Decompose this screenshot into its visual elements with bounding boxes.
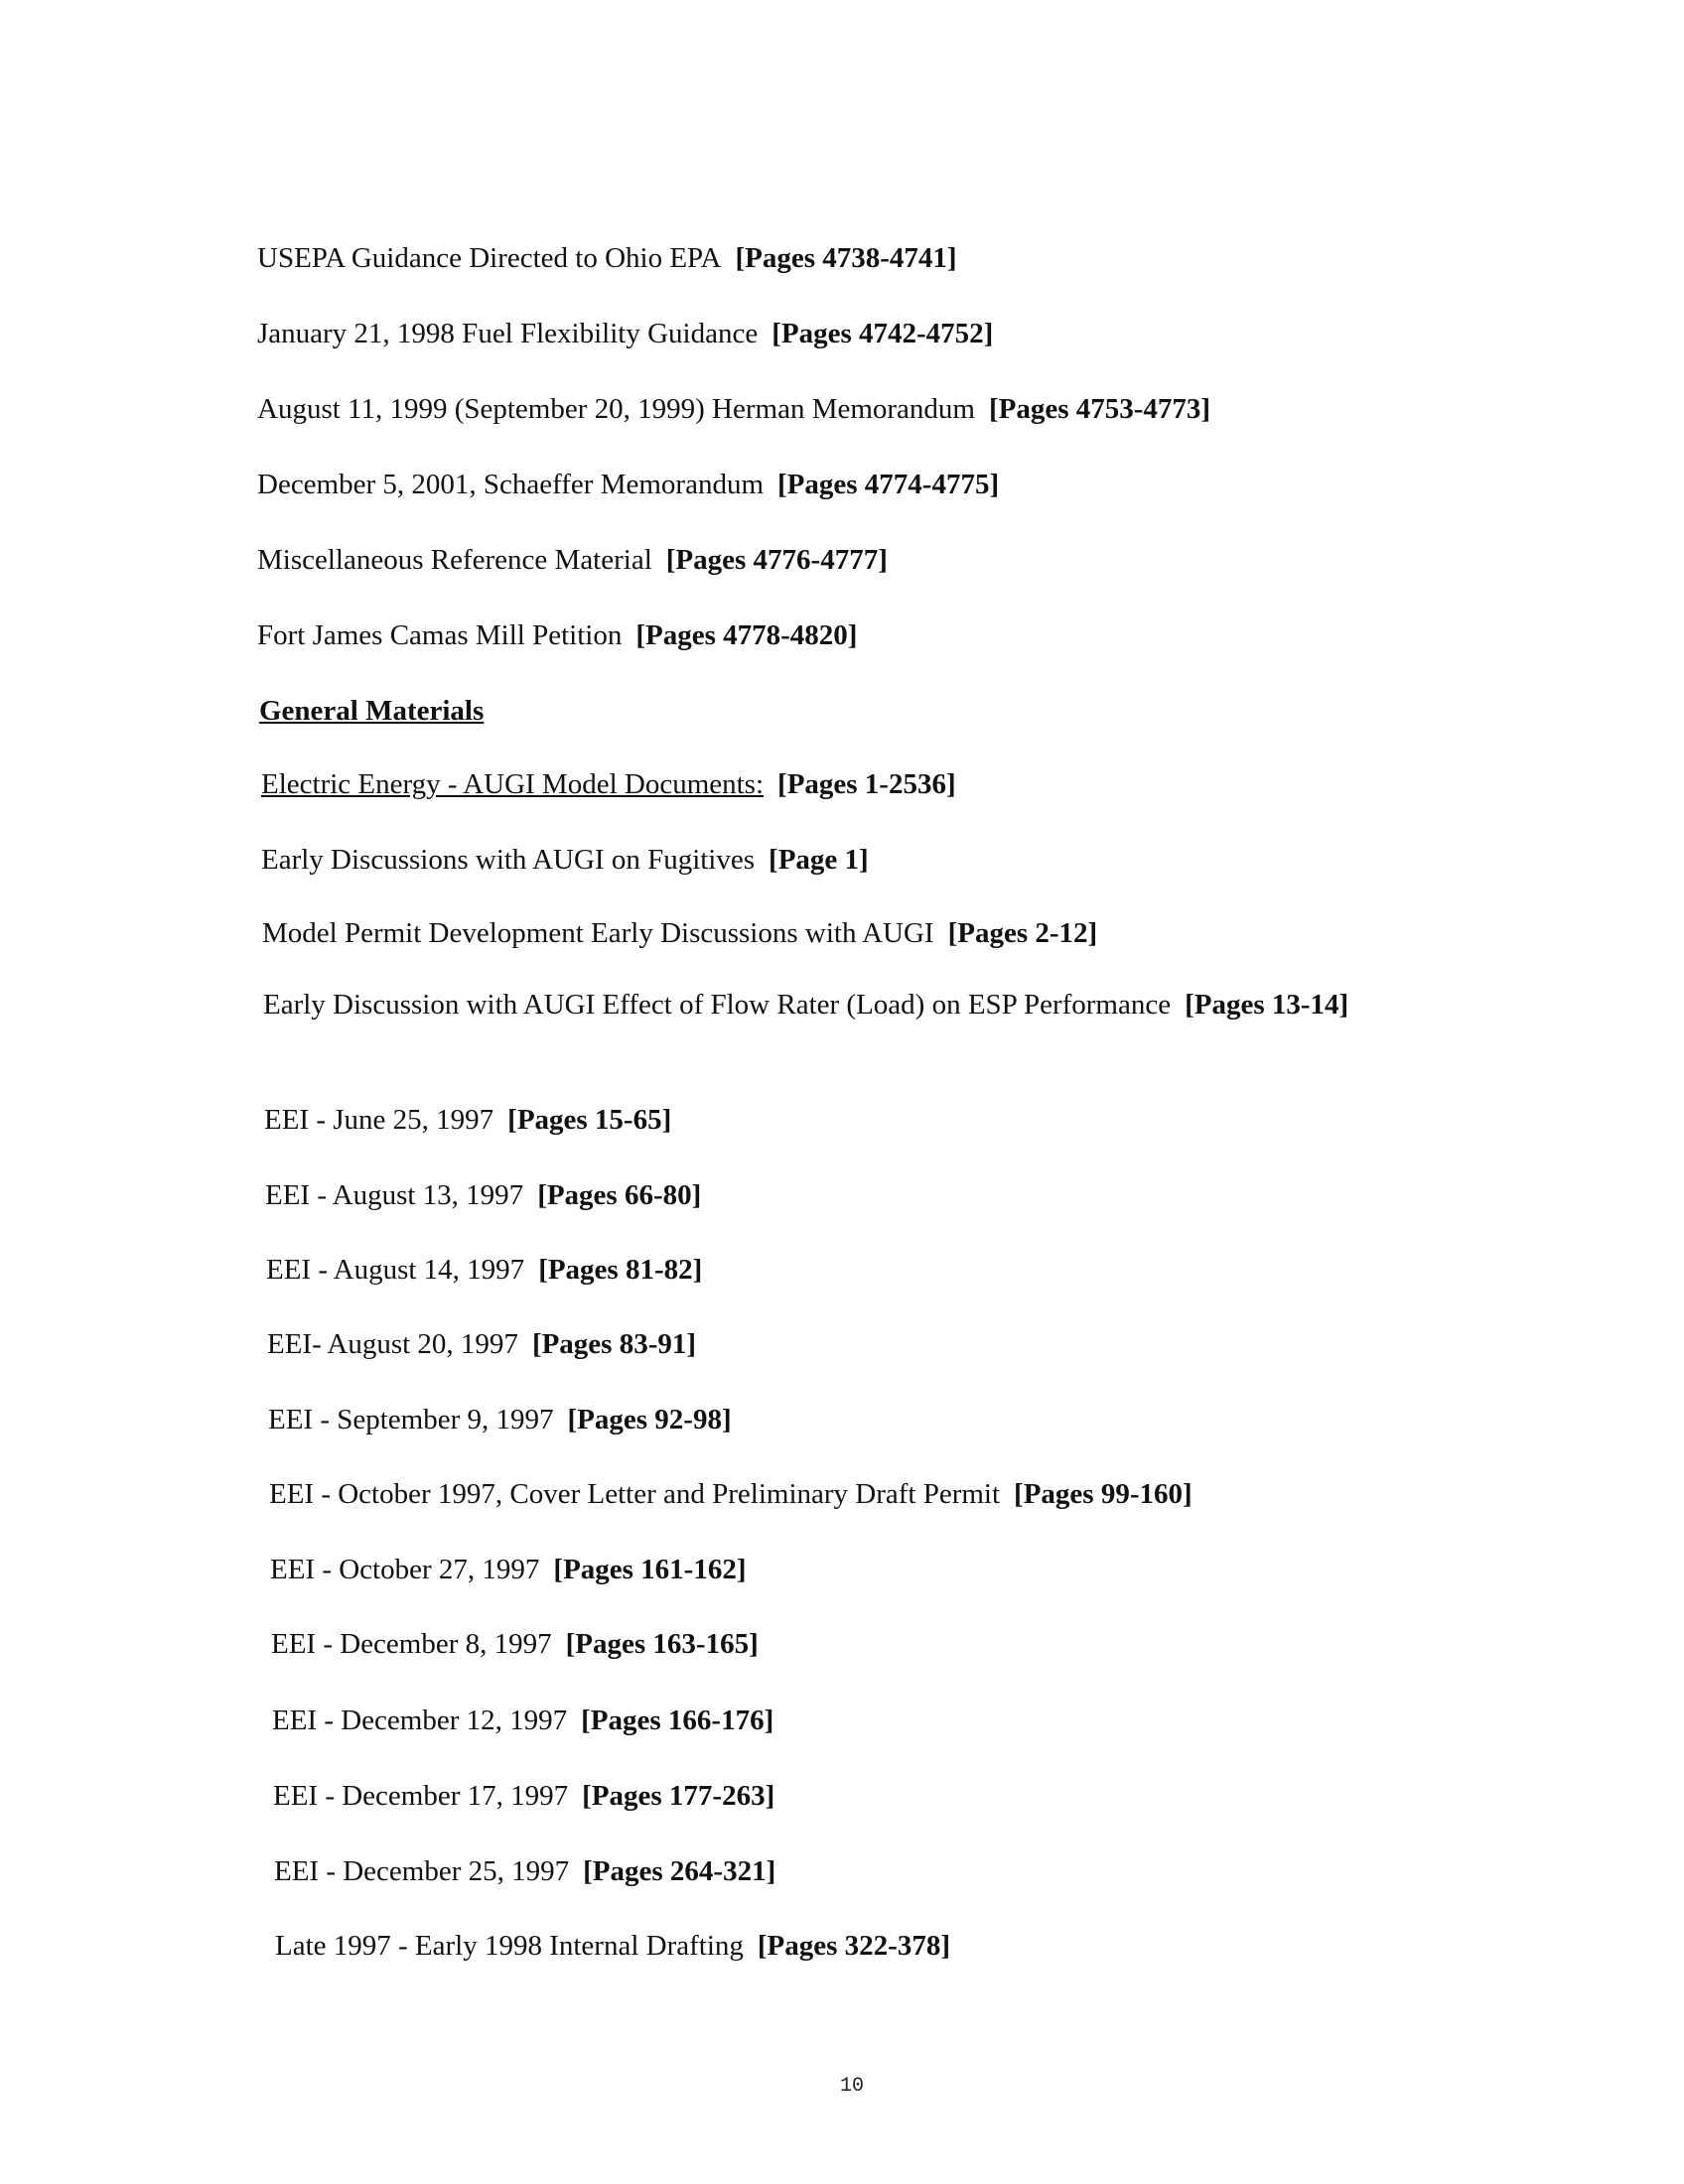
- entry-pages: [Pages 322-378]: [757, 1930, 950, 1962]
- entry-pages: [Pages 161-162]: [553, 1554, 747, 1585]
- entry-pages: [Pages 4738-4741]: [735, 242, 957, 274]
- list-item: [263, 987, 1415, 1023]
- list-item: [268, 1402, 732, 1437]
- entry-label: EEI - August 13, 1997: [265, 1179, 524, 1211]
- entry-pages: [Pages 264-321]: [583, 1855, 776, 1887]
- list-item: [264, 1102, 671, 1138]
- entry-pages: [Pages 92-98]: [567, 1404, 732, 1435]
- entry-label: EEI - August 14, 1997: [266, 1254, 525, 1286]
- list-item: [257, 542, 888, 578]
- entry-label: USEPA Guidance Directed to Ohio EPA: [257, 242, 722, 274]
- entry-pages: [Pages 99-160]: [1014, 1478, 1193, 1510]
- subsection-label: Electric Energy - AUGI Model Documents:: [261, 768, 765, 800]
- entry-label: Early Discussion with AUGI Effect of Flow Rater (Load) on ESP Performance: [263, 989, 1172, 1021]
- entry-pages: [Pages 66-80]: [537, 1179, 702, 1211]
- list-item: [257, 316, 993, 351]
- entry-pages: [Pages 163-165]: [565, 1628, 759, 1660]
- entry-pages: [Pages 15-65]: [507, 1104, 672, 1136]
- entry-label: December 5, 2001, Schaeffer Memorandum: [257, 469, 765, 500]
- page-number: 10: [839, 2075, 864, 2098]
- entry-label: Early Discussions with AUGI on Fugitives: [261, 844, 756, 876]
- list-item: [257, 391, 1210, 427]
- entry-label: EEI - December 25, 1997: [274, 1855, 570, 1887]
- entry-pages: [Page 1]: [769, 844, 869, 876]
- entry-pages: [Pages 83-91]: [531, 1328, 697, 1360]
- entry-label: Fort James Camas Mill Petition: [257, 619, 623, 651]
- list-item: [257, 617, 857, 653]
- entry-pages: [Pages 4774-4775]: [777, 469, 1000, 500]
- subsection-heading: [261, 766, 956, 802]
- entry-label: EEI - October 27, 1997: [270, 1554, 540, 1585]
- list-item: [257, 240, 957, 276]
- entry-pages: [Pages 13-14]: [1185, 989, 1349, 1021]
- list-item: [267, 1326, 696, 1362]
- subsection-pages: [Pages 1-2536]: [777, 768, 956, 800]
- list-item: [271, 1626, 759, 1662]
- entry-label: EEI - December 8, 1997: [271, 1628, 552, 1660]
- entry-label: EEI - September 9, 1997: [268, 1404, 554, 1435]
- section-heading: General Materials: [259, 695, 485, 727]
- entry-label: August 11, 1999 (September 20, 1999) Herman Memorandum: [257, 393, 975, 425]
- list-item: [265, 1177, 701, 1213]
- entry-pages: [Pages 4742-4752]: [772, 318, 994, 349]
- list-item: [272, 1703, 773, 1738]
- entry-label: Model Permit Development Early Discussions with AUGI: [262, 917, 934, 949]
- entry-pages: [Pages 166-176]: [581, 1705, 774, 1736]
- entry-pages: [Pages 4778-4820]: [635, 619, 858, 651]
- list-item: [261, 842, 869, 878]
- entry-label: January 21, 1998 Fuel Flexibility Guidance: [257, 318, 759, 349]
- entry-pages: [Pages 4776-4777]: [665, 544, 888, 576]
- list-item: [262, 915, 1097, 951]
- entry-label: EEI - June 25, 1997: [264, 1104, 494, 1136]
- entry-pages: [Pages 4753-4773]: [989, 393, 1211, 425]
- list-item: [273, 1778, 774, 1814]
- entry-label: EEI- August 20, 1997: [267, 1328, 518, 1360]
- entry-label: EEI - December 17, 1997: [273, 1780, 569, 1812]
- list-item: [257, 467, 999, 502]
- entry-pages: [Pages 81-82]: [538, 1254, 703, 1286]
- entry-pages: [Pages 177-263]: [582, 1780, 775, 1812]
- entry-label: Late 1997 - Early 1998 Internal Drafting: [275, 1930, 744, 1962]
- entry-pages: [Pages 2-12]: [947, 917, 1098, 949]
- entry-label: EEI - December 12, 1997: [272, 1705, 568, 1736]
- entry-label: EEI - October 1997, Cover Letter and Preliminary Draft Permit: [269, 1478, 1001, 1510]
- list-item: [269, 1476, 1193, 1512]
- list-item: [266, 1252, 702, 1288]
- list-item: [275, 1928, 950, 1964]
- list-item: [274, 1853, 775, 1889]
- entry-label: Miscellaneous Reference Material: [257, 544, 652, 576]
- list-item: [270, 1552, 747, 1587]
